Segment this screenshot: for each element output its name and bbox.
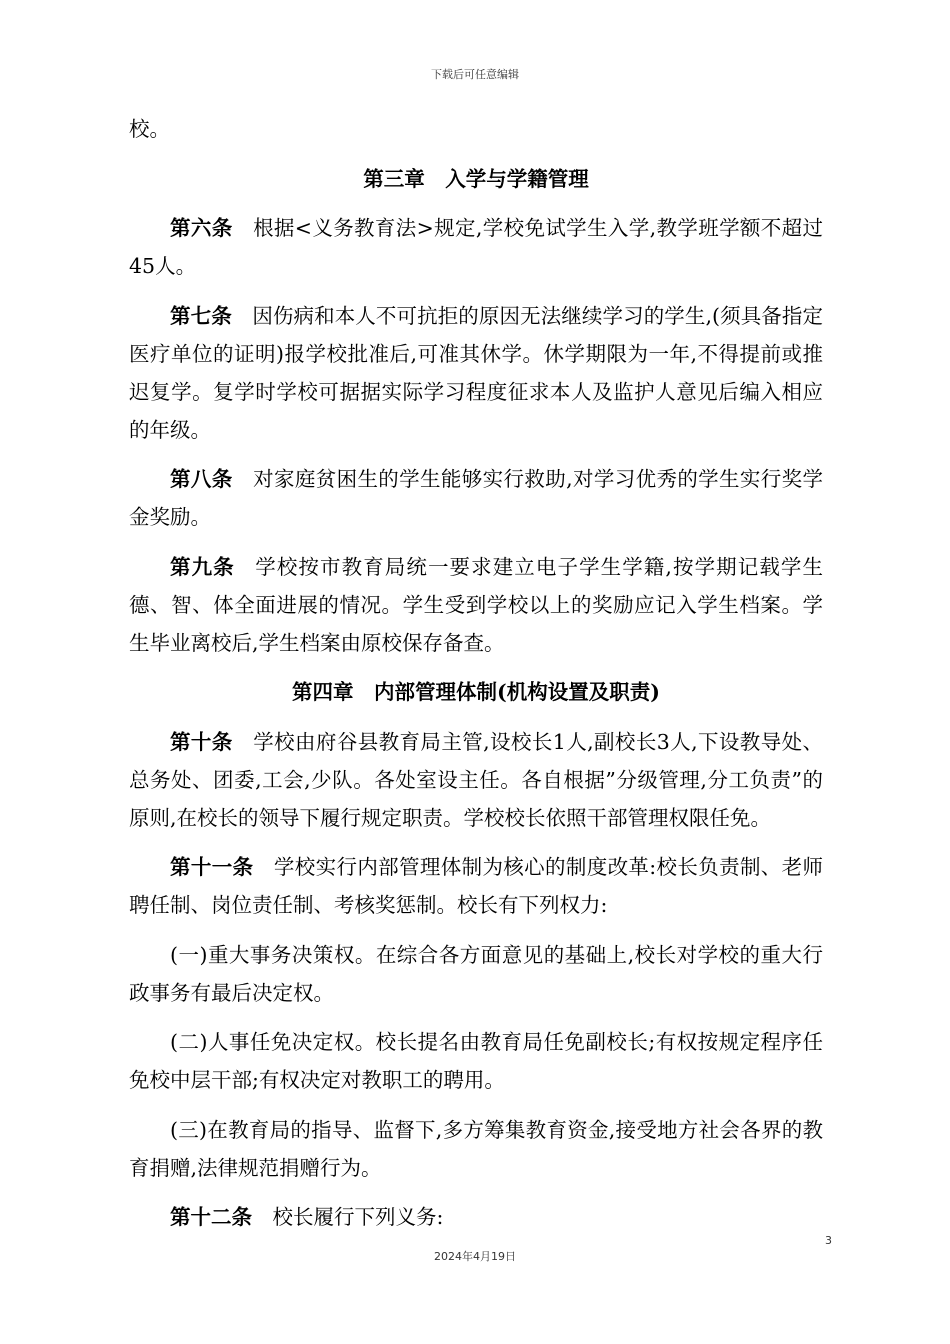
article-label: 第七条 [170, 303, 232, 328]
article-paragraph [129, 548, 823, 662]
paragraph-text: 学校实行内部管理体制为核心的制度改革:校长负责制、老师聘任制、岗位责任制、考核奖惩制。校长有下列权力: [129, 855, 824, 917]
paragraph-text: (三)在教育局的指导、监督下,多方筹集教育资金,接受地方社会各界的教育捐赠,法律规范捐赠行为。 [129, 1117, 823, 1180]
paragraph-text: 校长履行下列义务: [272, 1205, 444, 1229]
page-number: 3 [825, 1234, 832, 1247]
body-paragraph [129, 1111, 823, 1187]
paragraph-text: 对家庭贫困生的学生能够实行救助,对学习优秀的学生实行奖学金奖励。 [129, 467, 824, 529]
article-label: 第八条 [170, 467, 233, 491]
article-paragraph [129, 460, 823, 536]
chapter-heading: 第四章 内部管理体制(机构设置及职责) [292, 680, 660, 704]
body-paragraph [129, 1023, 823, 1099]
article-paragraph [129, 723, 823, 837]
article-paragraph [129, 848, 823, 924]
document-body [129, 110, 823, 1248]
article-label: 第九条 [170, 554, 235, 579]
paragraph-text: 校。 [129, 117, 170, 141]
paragraph-text: (一)重大事务决策权。在综合各方面意见的基础上,校长对学校的重大行政事务有最后决定权。 [129, 942, 823, 1005]
paragraph-text: 学校由府谷县教育局主管,设校长1人,副校长3人,下设教导处、总务处、团委,工会,少队。各处室设主任。各自根据”分级管理,分工负责”的原则,在校长的领导下履行规定职责。学校校长依照干部管理权限任免。 [129, 729, 824, 830]
article-label: 第六条 [170, 216, 233, 240]
article-paragraph [129, 209, 823, 285]
paragraph-text: 学校按市教育局统一要求建立电子学生学籍,按学期记载学生德、智、体全面进展的情况。学生受到学校以上的奖励应记入学生档案。学生毕业离校后,学生档案由原校保存备查。 [129, 554, 824, 655]
chapter-heading: 第三章 入学与学籍管理 [363, 166, 589, 191]
article-label: 第十条 [170, 729, 233, 754]
article-paragraph [129, 1198, 823, 1236]
paragraph-text: (二)人事任免决定权。校长提名由教育局任免副校长;有权按规定程序任免校中层干部;有权决定对教职工的聘用。 [129, 1030, 823, 1092]
paragraph-text: 根据<义务教育法>规定,学校免试学生入学,教学班学额不超过45人。 [129, 216, 823, 278]
article-label: 第十一条 [170, 855, 254, 879]
article-label: 第十二条 [170, 1205, 252, 1229]
page-header: 下载后可任意编辑 [431, 68, 519, 81]
body-paragraph [129, 936, 823, 1012]
paragraph-text: 因伤病和本人不可抗拒的原因无法继续学习的学生,(须具备指定医疗单位的证明)报学校批准后,可准其休学。休学期限为一年,不得提前或推迟复学。复学时学校可据据实际学习程度征求本人及监护人意见后编入相应的年级。 [129, 303, 824, 442]
body-paragraph [129, 110, 823, 148]
article-paragraph [129, 297, 823, 449]
page-footer-date: 2024年4月19日 [434, 1250, 516, 1263]
